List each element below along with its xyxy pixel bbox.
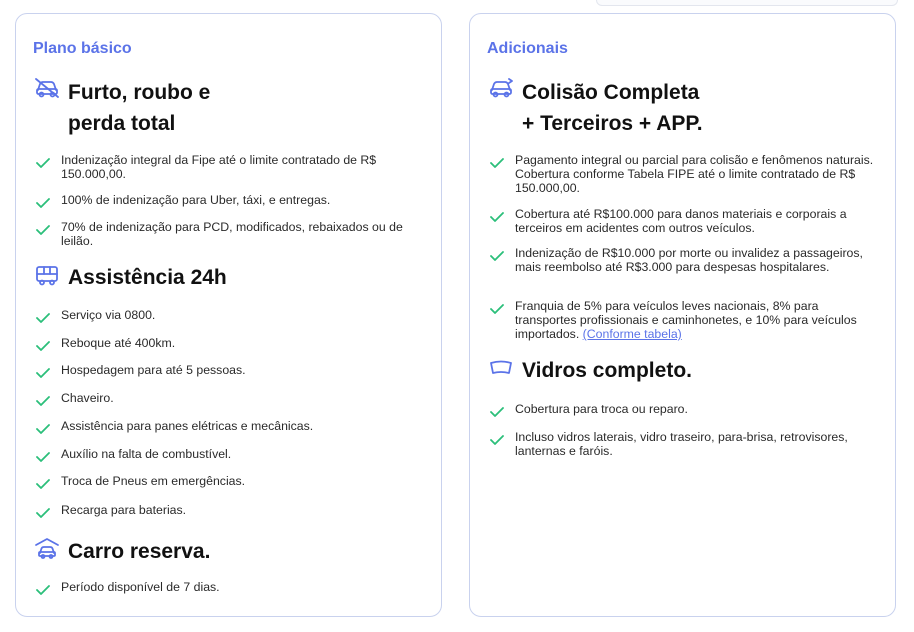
list-item: Serviço via 0800.: [36, 308, 427, 322]
check-icon: [490, 434, 504, 446]
list-item: 70% de indenização para PCD, modificados, rebaixados ou de leilão.: [36, 220, 427, 248]
list-item: Reboque até 400km.: [36, 336, 427, 350]
car-collision-icon: [488, 77, 514, 99]
car-off-icon: [34, 77, 60, 99]
basic-plan-label: Plano básico: [33, 40, 132, 54]
list-item: Auxílio na falta de combustível.: [36, 447, 427, 461]
check-icon: [36, 224, 50, 236]
check-icon: [36, 157, 50, 169]
check-icon: [36, 423, 50, 435]
spare-car-section-title: Carro reserva.: [68, 540, 211, 563]
bus-icon: [34, 264, 60, 286]
table-link[interactable]: (Conforme tabela): [582, 327, 682, 341]
additional-label: Adicionais: [487, 40, 568, 54]
list-item: Assistência para panes elétricas e mecânicas.: [36, 419, 427, 433]
top-scroll-strip: [596, 0, 898, 6]
check-icon: [36, 478, 50, 490]
list-item: Indenização integral da Fipe até o limite contratado de R$ 150.000,00.: [36, 153, 427, 181]
check-icon: [36, 340, 50, 352]
list-item: Recarga para baterias.: [36, 503, 427, 517]
check-icon: [36, 584, 50, 596]
assistance-section-title: Assistência 24h: [68, 266, 227, 289]
list-item: Período disponível de 7 dias.: [36, 580, 427, 594]
glass-section-title: Vidros completo.: [522, 359, 692, 382]
car-garage-icon: [34, 537, 60, 559]
list-item: Cobertura até R$100.000 para danos materiais e corporais a terceiros em acidentes com outros veículos.: [490, 207, 881, 235]
theft-section-title: Furto, roubo e perda total: [68, 81, 211, 135]
list-item: Franquia de 5% para veículos leves nacionais, 8% para transportes profissionais e caminhonetes, e 10% para veículos importados. (Conforme tabela): [490, 299, 881, 341]
list-item: Cobertura para troca ou reparo.: [490, 402, 881, 416]
list-item: Chaveiro.: [36, 391, 427, 405]
list-item: Indenização de R$10.000 por morte ou invalidez a passageiros, mais reembolso até R$3.000 para despesas hospitalares.: [490, 246, 881, 274]
check-icon: [490, 303, 504, 315]
check-icon: [36, 395, 50, 407]
check-icon: [36, 367, 50, 379]
check-icon: [490, 157, 504, 169]
list-item: Hospedagem para até 5 pessoas.: [36, 363, 427, 377]
collision-section-title: Colisão Completa + Terceiros + APP.: [522, 81, 703, 135]
check-icon: [490, 250, 504, 262]
list-item: Troca de Pneus em emergências.: [36, 474, 427, 488]
additional-card: [469, 13, 896, 617]
check-icon: [36, 312, 50, 324]
check-icon: [36, 197, 50, 209]
list-item: Incluso vidros laterais, vidro traseiro, para-brisa, retrovisores, lanternas e faróis.: [490, 430, 881, 458]
list-item: Pagamento integral ou parcial para colisão e fenômenos naturais. Cobertura conforme Tabela FIPE até o limite contratado de R$ 150.000,00.: [490, 153, 881, 195]
check-icon: [490, 406, 504, 418]
check-icon: [490, 211, 504, 223]
windshield-icon: [488, 358, 514, 380]
list-item: 100% de indenização para Uber, táxi, e entregas.: [36, 193, 427, 207]
check-icon: [36, 451, 50, 463]
check-icon: [36, 507, 50, 519]
basic-plan-card: [15, 13, 442, 617]
